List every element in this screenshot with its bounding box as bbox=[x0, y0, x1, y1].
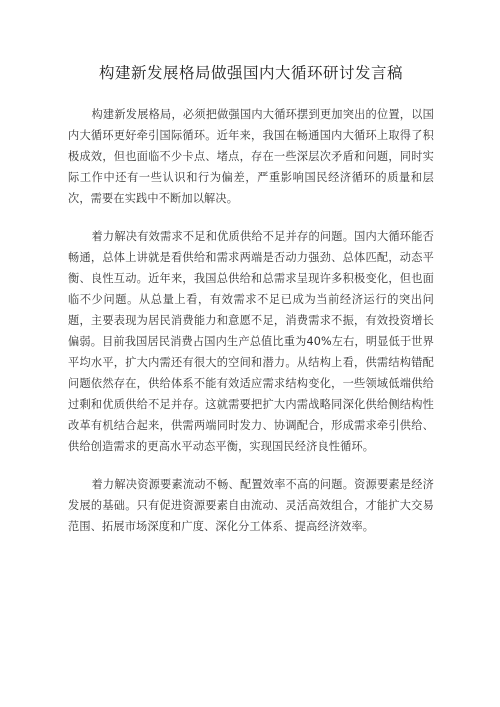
document-title: 构建新发展格局做强国内大循环研讨发言稿 bbox=[98, 64, 403, 82]
paragraph-1: 构建新发展格局，必须把做强国内大循环摆到更加突出的位置，以国内大循环更好牵引国际循环。近年来，我国在畅通国内大循环上取得了积极成效，但也面临不少卡点、堵点，存在一些深层次矛盾和问题，同时实际工作中还有一些认识和行为偏差，严重影响国民经济循环的质量和层次，需要在实践中不断加以解决。 bbox=[68, 108, 434, 205]
paragraph-2: 着力解决有效需求不足和优质供给不足并存的问题。国内大循环能否畅通，总体上讲就是看供给和需求两端是否动力强劲、总体匹配，动态平衡、良性互动。近年来，我国总供给和总需求呈现许多积极变化，但也面临不少问题。从总量上看，有效需求不足已成为当前经济运行的突出问题，主要表现为居民消费能力和意愿不足，消费需求不振，有效投资增长偏弱。目前我国居民消费占国内生产总值比重为40%左右，明显低于世界平均水平，扩大内需还有很大的空间和潜力。从结构上看，供需结构错配问题依然存在，供给体系不能有效适应需求结构变化，一些领域低端供给过剩和优质供给不足并存。这就需要把扩大内需战略同深化供给侧结构性改革有机结合起来，供需两端同时发力、协调配合，形成需求牵引供给、供给创造需求的更高水平动态平衡，实现国民经济良性循环。 bbox=[68, 230, 434, 453]
paragraph-3: 着力解决资源要素流动不畅、配置效率不高的问题。资源要素是经济发展的基础。只有促进资源要素自由流动、灵活高效组合，才能扩大交易范围、拓展市场深度和广度、深化分工体系、提高经济效率。 bbox=[68, 478, 434, 533]
